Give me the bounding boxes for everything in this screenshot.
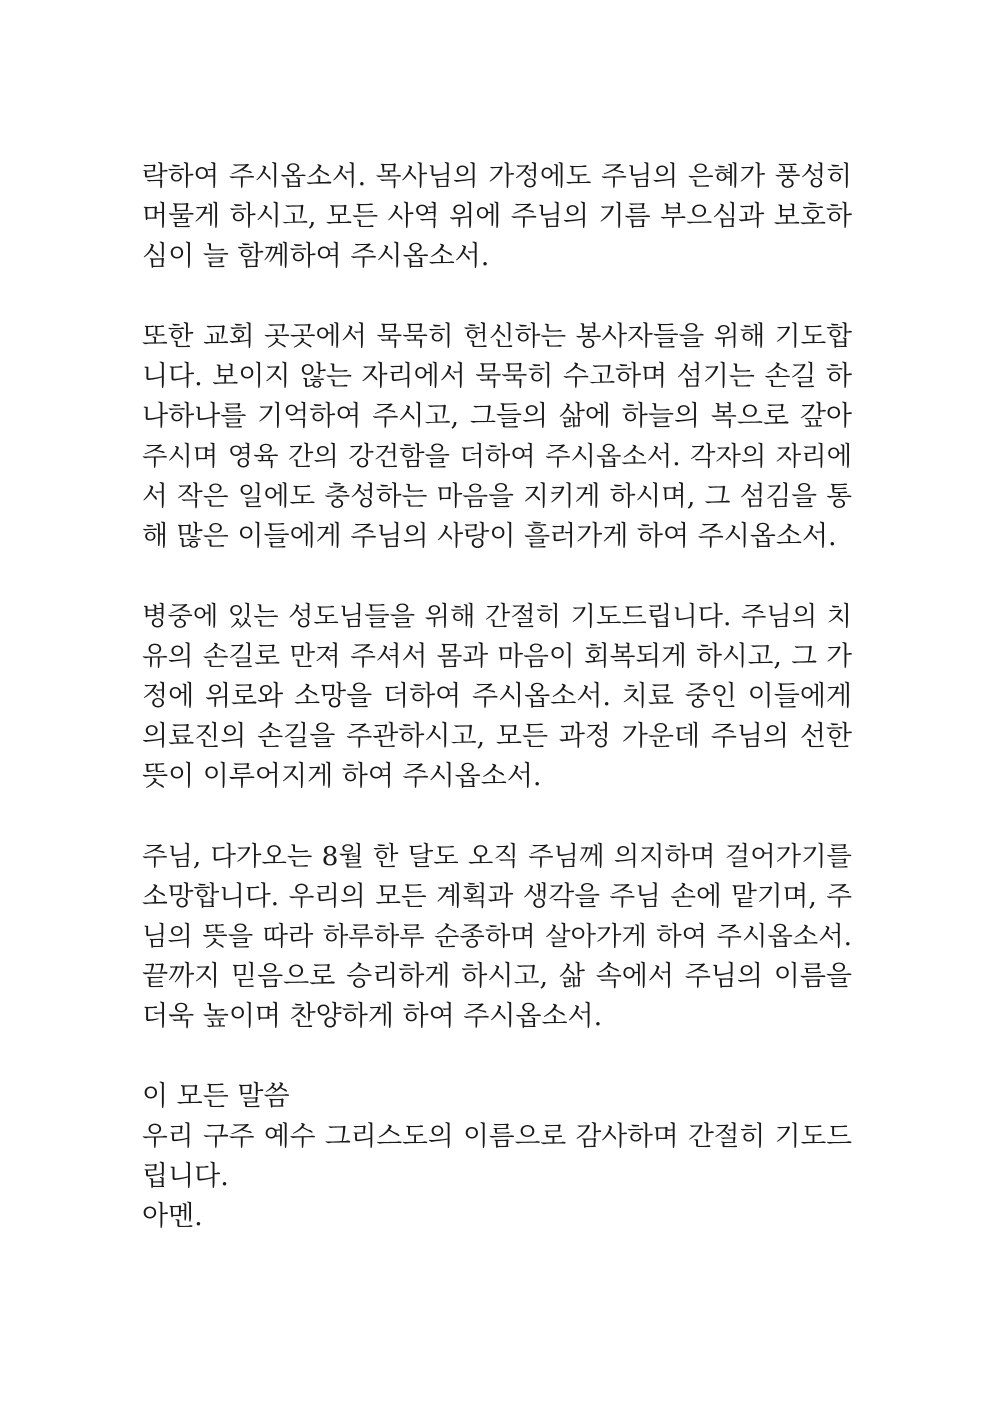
text-line: 님의 뜻을 따라 하루하루 순종하며 살아가게 하여 주시옵소서. [142,922,852,952]
text-line: 정에 위로와 소망을 더하여 주시옵소서. 치료 중인 이들에게 [142,681,852,712]
text-line: 소망합니다. 우리의 모든 계획과 생각을 주님 손에 맡기며, 주 [142,881,852,912]
text-line: 병중에 있는 성도님들을 위해 간절히 기도드립니다. 주님의 치 [142,602,852,632]
paragraph-gap [142,1037,852,1077]
text-line: 주시며 영육 간의 강건함을 더하여 주시옵소서. 각자의 자리에 [142,442,852,472]
text-line: 우리 구주 예수 그리스도의 이름으로 감사하며 간절히 기도드 [142,1121,852,1152]
text-line: 끝까지 믿음으로 승리하게 하시고, 삶 속에서 주님의 이름을 [142,961,852,992]
paragraph-closing [142,1077,852,1237]
text-line: 머물게 하시고, 모든 사역 위에 주님의 기름 부으심과 보호하 [142,201,852,232]
text-line: 니다. 보이지 않는 자리에서 묵묵히 수고하며 섬기는 손길 하 [142,361,852,392]
text-line: 락하여 주시옵소서. 목사님의 가정에도 주님의 은혜가 풍성히 [142,161,852,192]
text-line: 뜻이 이루어지게 하여 주시옵소서. [142,761,542,792]
text-line: 또한 교회 곳곳에서 묵묵히 헌신하는 봉사자들을 위해 기도합 [142,321,852,352]
paragraph-gap [142,797,852,837]
text-line: 이 모든 말씀 [142,1081,290,1112]
paragraph-pastor-family [142,157,852,277]
paragraph-august [142,837,852,1037]
text-line: 심이 늘 함께하여 주시옵소서. [142,241,490,272]
text-line: 의료진의 손길을 주관하시고, 모든 과정 가운데 주님의 선한 [142,721,852,752]
paragraph-gap [142,557,852,597]
paragraph-gap [142,277,852,317]
text-line: 유의 손길로 만져 주셔서 몸과 마음이 회복되게 하시고, 그 가 [142,641,852,672]
amen-line: 아멘. [142,1201,203,1232]
text-line: 주님, 다가오는 8월 한 달도 오직 주님께 의지하며 걸어가기를 [142,842,852,872]
text-line: 서 작은 일에도 충성하는 마음을 지키게 하시며, 그 섬김을 통 [142,481,852,512]
text-line: 더욱 높이며 찬양하게 하여 주시옵소서. [142,1001,603,1032]
text-line: 해 많은 이들에게 주님의 사랑이 흘러가게 하여 주시옵소서. [142,521,837,552]
prayer-text [142,157,852,1237]
text-line: 립니다. [142,1161,229,1192]
paragraph-volunteers [142,317,852,557]
paragraph-sick-members [142,597,852,797]
text-line: 나하나를 기억하여 주시고, 그들의 삶에 하늘의 복으로 갚아 [142,401,852,432]
